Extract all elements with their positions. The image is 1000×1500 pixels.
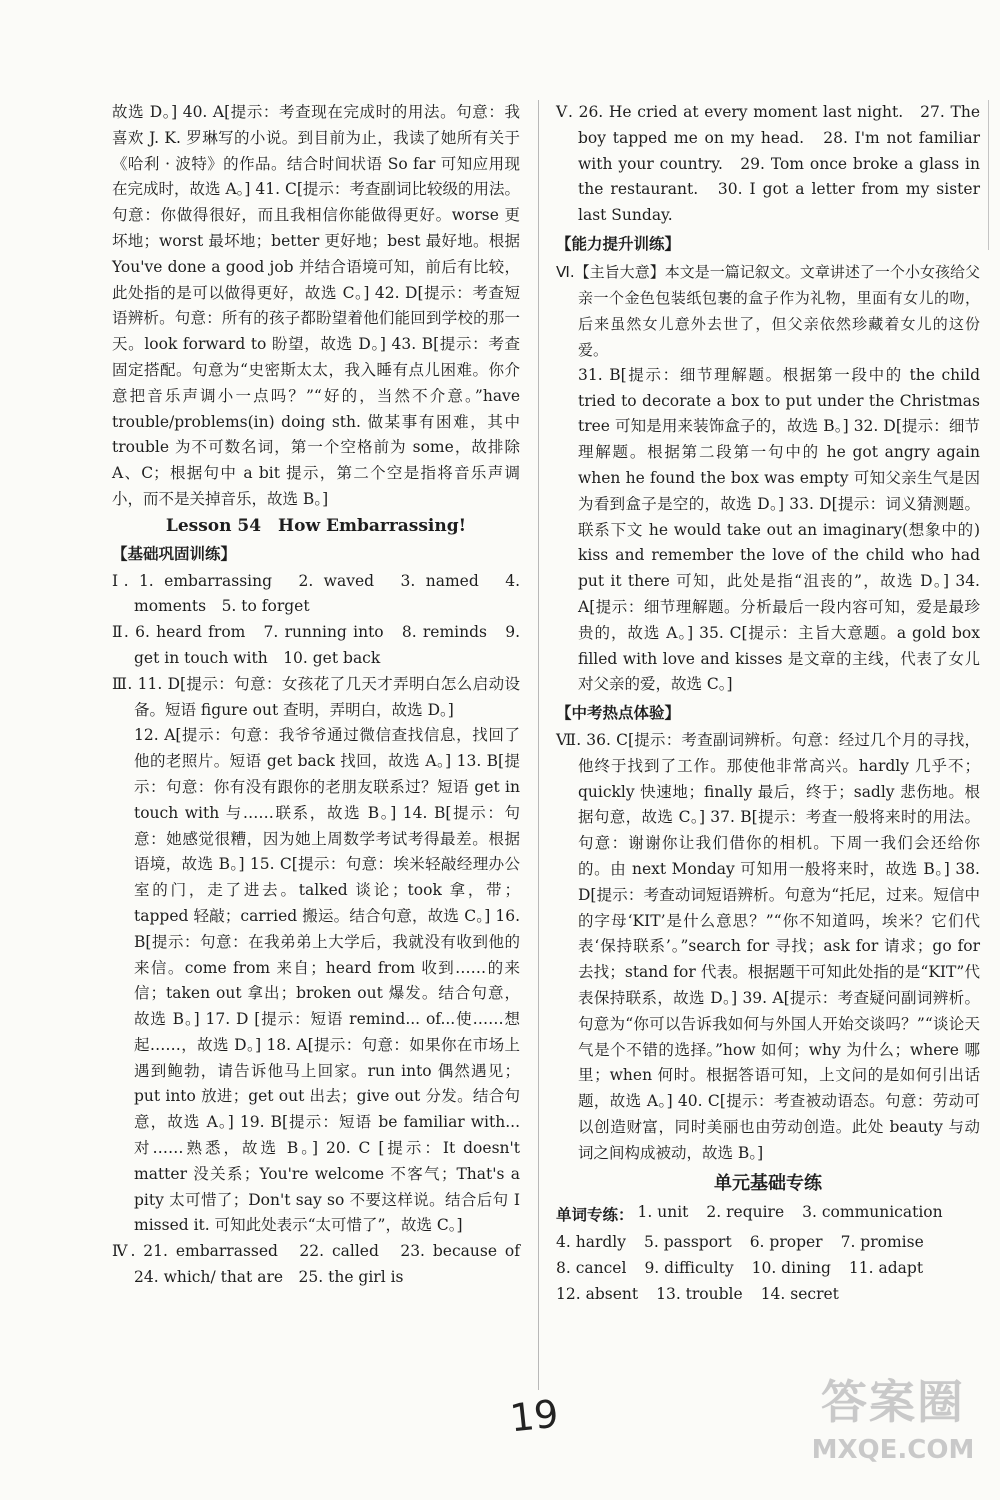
lesson-title: Lesson 54 How Embarrassing! (165, 515, 467, 536)
left-column (112, 100, 536, 1291)
right-column (556, 100, 980, 1308)
watermark-text-top: 答案圈 (821, 1375, 965, 1429)
unit-title: 单元基础专练 (714, 1173, 822, 1195)
part-VI-main-idea: Ⅵ.【主旨大意】本文是一篇记叙文。文章讲述了一个小女孩给父亲一个金色包装纸包裹的盒子作为礼物，里面有女儿的吻，后来虽然女儿意外去世了，但父亲依然珍藏着女儿的这份爱。 (556, 262, 980, 359)
vocab-item: 6. proper (749, 1233, 823, 1252)
vocab-item: 7. promise (840, 1233, 924, 1252)
vocab-item: 5. passport (644, 1233, 732, 1252)
page-number: 19 (507, 1391, 561, 1441)
vocab-item: 1. unit (637, 1203, 689, 1222)
column-divider (538, 100, 539, 1390)
vocab-item: 14. secret (760, 1284, 839, 1303)
vocab-item: 12. absent (556, 1284, 639, 1303)
part-IV-answers: Ⅳ. 21. embarrassed 22. called 23. because of 24. which/ that are 25. the girl is (112, 1242, 536, 1287)
answer-paragraph-40-43: 故选 D。] 40. A[提示：考查现在完成时的用法。句意：我喜欢 J. K. 罗琳写的小说。到目前为止，我读了她所有关于《哈利 · 波特》的作品。结合时间状语 So far 可知应用现在完成时，故选 A。] 41. C[提示：考查副词比较级的用法。句意：你做得很好，而且我相信你能做得更好。worse 更坏地；worst 最坏地；better 更好地；best 最好地。根据 You've done a good job 并结合语境可知，前后有比较，此处指的是可以做得更好，故选 C。] 42. D[提示：考查短语辨析。句意：所有的孩子都盼望着他们能回到学校的那一天。look forward to 盼望，故选 D。] 43. B[提示：考查固定搭配。句意为“史密斯太太，我入睡有点儿困难。你介意把音乐声调小一点吗？”“好的，当然不介意。”have trouble/problems(in) doing sth. 做某事有困难，其中 trouble 为不可数名词，第一个空格前为 some，故排除 A、C；根据句中 a bit 提示，第二个空是指将音乐声调小，而不是关掉音乐，故选 B。] (112, 103, 520, 508)
vocab-item: 10. dining (751, 1259, 831, 1278)
watermark-logo (798, 1370, 988, 1490)
part-VI-answers: 31. B[提示：细节理解题。根据第一段中的 the child tried to decorate a box to put under the Christmas tree 可知是用来装饰盒子的，故选 B。] 32. D[提示：细节理解题。根据第二段第一句中的 he got angry again when he found the box was empty 可知父亲生气是因为看到盒子是空的，故选 D。] 33. D[提示：词义猜测题。联系下文 he would take out an imaginary(想象中的) kiss and remember the love of the child who had put it there 可知，此处是指“沮丧的”，故选 D。] 34. A[提示：细节理解题。分析最后一段内容可知，爱是最珍贵的，故选 A。] 35. C[提示：主旨大意题。a gold box filled with love and kisses 是文章的主线，代表了女儿对父亲的爱，故选 C。] (578, 365, 980, 694)
vocab-item: 8. cancel (556, 1259, 627, 1278)
vocab-item: 2. require (706, 1203, 785, 1222)
watermark-text-bottom: MXQE.COM (811, 1435, 975, 1465)
part-III-answers-body: 12. A[提示：句意：我爷爷通过微信查找信息，找回了他的老照片。短语 get back 找回，故选 A。] 13. B[提示：句意：你有没有跟你的老朋友联系过？短语 get in touch with 与……联系，故选 B。] 14. B[提示：句意：她感觉很糟，因为她上周数学考试考得最差。根据语境，故选 B。] 15. C[提示：句意：埃米轻敲经理办公室的门，走了进去。talked 谈论；took 拿，带；tapped 轻敲；carried 搬运。结合句意，故选 C。] 16. B[提示：句意：在我弟弟上大学后，我就没有收到他的来信。come from 来自；heard from 收到……的来信；taken out 拿出；broken out 爆发。结合句意，故选 B。] 17. D [提示：短语 remind... of...使……想起……，故选 D。] 18. A[提示：句意：如果你在市场上遇到鲍勃，请告诉他马上回家。run into 偶然遇见；put into 放进；get out 出去；give out 分发。结合句意，故选 A。] 19. B[提示：短语 be familiar with...对……熟悉，故选 B。] 20. C [提示：It doesn't matter 没关系；You're welcome 不客气；That's a pity 太可惜了；Don't say so 不要这样说。结合后句 I missed it. 可知此处表示“太可惜了”，故选 C。] (134, 726, 520, 1235)
part-II-answers: Ⅱ. 6. heard from 7. running into 8. reminds 9. get in touch with 10. get back (112, 623, 520, 667)
vocab-item: 11. adapt (848, 1259, 924, 1278)
part-I-answers: Ⅰ. 1. embarrassing 2. waved 3. named 4. moments 5. to forget (112, 571, 520, 616)
edge-rule (988, 100, 989, 250)
vocab-item: 9. difficulty (644, 1259, 734, 1278)
part-III-answers-head: Ⅲ. 11. D[提示：句意：女孩花了几天才弄明白怎么启动设备。短语 figure out 查明，弄明白，故选 D。] (112, 674, 520, 719)
vocab-item: 3. communication (802, 1203, 943, 1222)
section-heading-ability: 【能力提升训练】 (556, 233, 681, 253)
vocab-item: 4. hardly (556, 1233, 626, 1252)
part-VII-answers: Ⅶ. 36. C[提示：考查副词辨析。句意：经过几个月的寻找，他终于找到了工作。那使他非常高兴。hardly 几乎不；quickly 快速地；finally 最后，终于；sadly 悲伤地。根据句意，故选 C。] 37. B[提示：考查一般将来时的用法。句意：谢谢你让我们借你的相机。下周一我们会还给你的。由 next Monday 可知用一般将来时，故选 B。] 38. D[提示：考查动词短语辨析。句意为“托尼，过来。短信中的字母‘KIT’是什么意思？”“你不知道吗，埃米？它们代表‘保持联系’。”search for 寻找；ask for 请求；go for 去找；stand for 代表。根据题干可知此处指的是“KIT”代表保持联系，故选 D。] 39. A[提示：考查疑问副词辨析。句意为“你可以告诉我如何与外国人开始交谈吗？”“谈论天气是个不错的选择。”how 如何；why 为什么；where 哪里；when 何时。根据答语可知，上文问的是如何引出话题，故选 A。] 40. C[提示：考查被动语态。句意：劳动可以创造财富，同时美丽也由劳动创造。此处 beauty 与动词之间构成被动，故选 B。] (556, 730, 980, 1162)
vocab-item: 13. trouble (656, 1284, 743, 1303)
section-heading-basic: 【基础巩固训练】 (112, 543, 237, 563)
part-V-answers: Ⅴ. 26. He cried at every moment last night. 27. The boy tapped me on my head. 28. I'm not familiar with your country. 29. Tom once broke a glass in the restaurant. 30. I got a letter from my sister last Sunday. (556, 103, 980, 225)
section-heading-exam: 【中考热点体验】 (556, 703, 681, 723)
vocab-list (556, 1200, 980, 1307)
vocab-label: 单词专练： (556, 1205, 634, 1225)
